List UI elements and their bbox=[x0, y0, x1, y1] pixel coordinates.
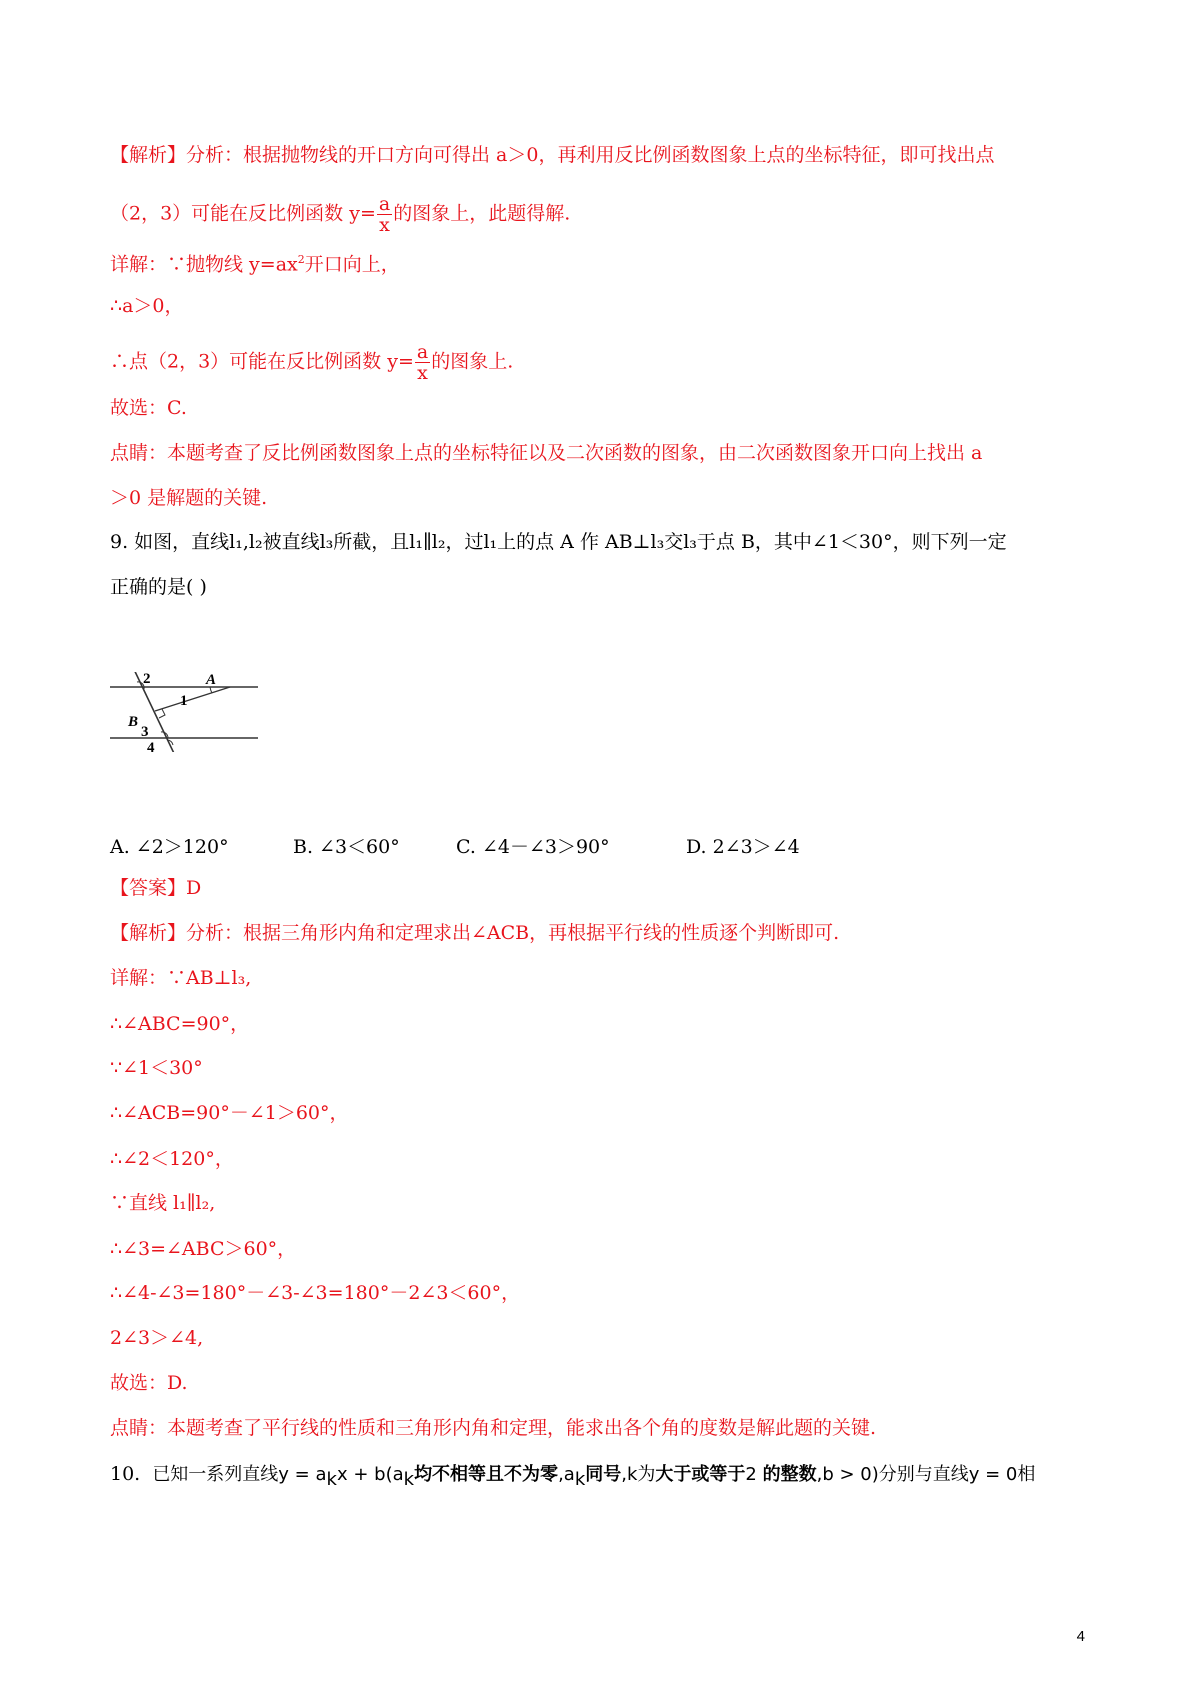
question-9-text-2: 正确的是( ) bbox=[110, 576, 207, 598]
label-2: 2 bbox=[143, 672, 151, 687]
detail-line-2: ∴a＞0， bbox=[110, 295, 184, 317]
step-line: ∴∠2＜120°， bbox=[110, 1148, 234, 1170]
label-3: 3 bbox=[141, 724, 149, 740]
step-line: ∴∠4-∠3=180°－∠3-∠3=180°－2∠3＜60°， bbox=[110, 1282, 521, 1304]
label-a: A bbox=[206, 672, 217, 688]
page-number: 4 bbox=[1076, 1628, 1085, 1645]
comment-line: 点睛：本题考查了平行线的性质和三角形内角和定理，能求出各个角的度数是解此题的关键. bbox=[110, 1417, 877, 1439]
option-a: A. ∠2＞120° bbox=[110, 836, 229, 858]
answer-line: 【答案】D bbox=[110, 877, 202, 899]
detail-line-3: ∴点（2，3）可能在反比例函数 y= $\frac{a}{x}$ 的图象上. bbox=[110, 341, 514, 384]
step-line: 故选：D. bbox=[110, 1372, 188, 1394]
step-line: ∴∠ABC=90°， bbox=[110, 1013, 250, 1035]
option-b: B. ∠3＜60° bbox=[293, 836, 400, 858]
option-d: D. 2∠3＞∠4 bbox=[686, 836, 800, 858]
fraction-a-over-x: $\frac{a}{x}$ bbox=[416, 341, 429, 384]
segment-ab bbox=[155, 687, 230, 711]
step-line: 2∠3＞∠4, bbox=[110, 1327, 204, 1349]
choose-line: 故选：C. bbox=[110, 397, 187, 419]
step-line: ∵∠1＜30° bbox=[110, 1057, 203, 1079]
explanation-line-1: 【解析】分析：根据抛物线的开口方向可得出 a＞0，再利用反比例函数图象上点的坐标特征，即可找出点 bbox=[110, 144, 995, 166]
fraction-a-over-x: $\frac{a}{x}$ bbox=[378, 193, 391, 236]
comment-line-1: 点睛：本题考查了反比例函数图象上点的坐标特征以及二次函数的图象，由二次函数图象开口向上找出 a bbox=[110, 442, 983, 464]
detail-line-1: 详解：∵抛物线 $y=ax^2$开口向上， bbox=[110, 253, 400, 276]
label-4: 4 bbox=[147, 740, 155, 752]
label-b: B bbox=[128, 714, 139, 730]
question-9-text-1: 9. 如图，直线l₁,l₂被直线l₃所截，且l₁∥l₂，过l₁上的点 A 作 AB⊥l₃交l₃于点 B，其中∠1＜30°，则下列一定 bbox=[110, 531, 1007, 553]
right-angle-mark bbox=[159, 709, 165, 718]
question-10-text: 10. 已知一系列直线$y = a_kx + b(a_k$均不相等且不为零$,a_k$同号,k为大于或等于2 的整数,b > 0)分别与直线y = 0相 bbox=[110, 1463, 1036, 1490]
step-line: 详解：∵AB⊥l₃, bbox=[110, 967, 252, 989]
explanation-line-2 bbox=[110, 194, 570, 235]
option-c: C. ∠4－∠3＞90° bbox=[456, 836, 610, 858]
text: （2，3）可能在反比例函数 y= bbox=[110, 202, 376, 225]
text: 的图象上，此题得解. bbox=[393, 202, 571, 225]
comment-line-2: ＞0 是解题的关键. bbox=[110, 487, 268, 509]
geometry-figure bbox=[110, 672, 270, 752]
step-line: ∵直线 l₁∥l₂, bbox=[110, 1192, 216, 1214]
step-line: ∴∠ACB=90°－∠1＞60°， bbox=[110, 1102, 349, 1124]
analysis-line: 【解析】分析：根据三角形内角和定理求出∠ACB，再根据平行线的性质逐个判断即可. bbox=[110, 922, 840, 944]
step-line: ∴∠3=∠ABC＞60°， bbox=[110, 1238, 297, 1260]
question-number: 10. bbox=[110, 1463, 141, 1485]
label-1: 1 bbox=[180, 693, 188, 709]
